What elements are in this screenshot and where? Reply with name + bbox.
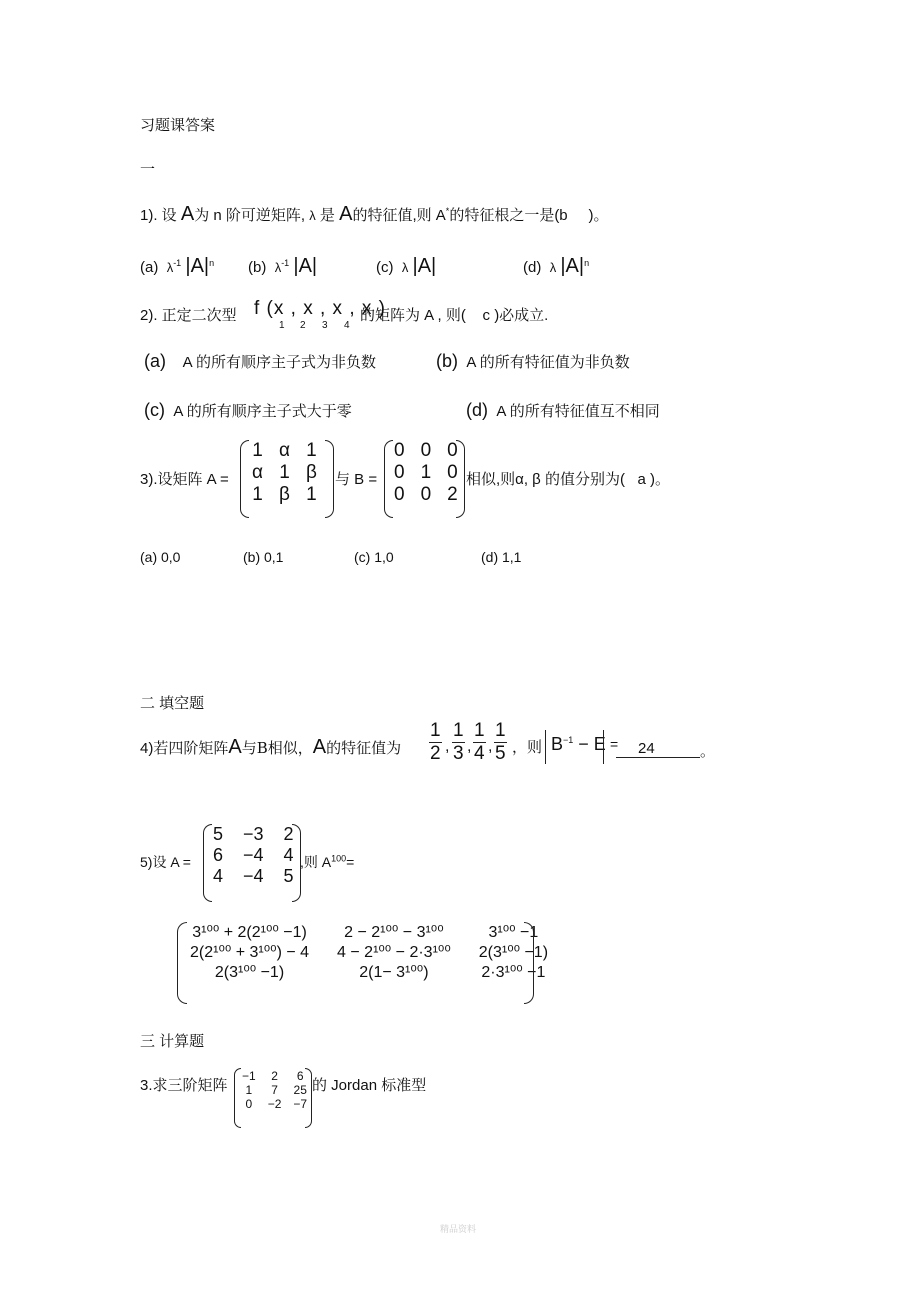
q4-post: ，则 bbox=[512, 739, 543, 756]
q3-pre: 3).设矩阵 A = bbox=[140, 471, 229, 488]
q2-answer: c bbox=[482, 307, 491, 324]
page-title: 习题课答案 bbox=[140, 117, 216, 134]
q6-pre: 3.求三阶矩阵 bbox=[140, 1077, 228, 1094]
q3-answer: a bbox=[637, 471, 646, 488]
q2-sub-2: 2 bbox=[300, 320, 306, 331]
q4-fraction-3: $\frac{1}{4}$ bbox=[474, 720, 485, 764]
q4-det-right-bar bbox=[603, 730, 604, 764]
q3-mid: 与 B = bbox=[335, 471, 378, 488]
q2-pre: 2). 正定二次型 bbox=[140, 307, 237, 324]
q1-option-b: (b) $\lambda^{-1}$ |A| bbox=[248, 255, 318, 277]
q4-expression: $B^{-1} - E$ bbox=[551, 734, 606, 754]
q2-sub-1: 1 bbox=[279, 320, 285, 331]
q3-option-c: (c) 1,0 bbox=[354, 549, 394, 565]
q2-sub-4: 4 bbox=[344, 320, 350, 331]
q5-pre: 5)设 A = bbox=[140, 854, 191, 870]
q4-fraction-1: $\frac{1}{2}$ bbox=[430, 720, 441, 764]
q3-matrix-B: 0 0 0 0 1 0 0 0 2 bbox=[394, 440, 458, 505]
q1-mid5: 的特征根之一是(b bbox=[449, 207, 568, 224]
q6-matrix-right-bracket bbox=[305, 1068, 312, 1128]
footer-watermark: 精品资料 bbox=[440, 1224, 477, 1234]
q5-answer-matrix: 3¹⁰⁰ + 2(2¹⁰⁰ −1) 2 − 2¹⁰⁰ − 3¹⁰⁰ 3¹⁰⁰ −1 2(2¹⁰⁰ + 3¹⁰⁰) − 4 4 − 2¹⁰⁰ − 2·3¹⁰⁰ 2(3¹⁰⁰ −1) 2(3¹⁰⁰ −1) 2(1− 3¹⁰⁰) 2·3¹⁰⁰ −1 bbox=[190, 924, 549, 981]
q4-fraction-2: $\frac{1}{3}$ bbox=[453, 720, 464, 764]
q2-post: 的矩阵为 A , 则( c )必成立. bbox=[360, 307, 549, 324]
section-3-label: 三 计算题 bbox=[140, 1033, 205, 1050]
q1-Astar: A bbox=[435, 207, 446, 224]
q6-matrix: −1 2 6 1 7 25 0 −2 −7 bbox=[242, 1069, 308, 1111]
q1-mid1: 为 bbox=[194, 207, 210, 224]
q2-option-a: (a) A 的所有顺序主子式为非负数 bbox=[144, 351, 377, 371]
q2-sub-3: 3 bbox=[322, 320, 328, 331]
q2-function: f (x , x , x , x ) bbox=[254, 298, 386, 319]
section-1-label: 一 bbox=[140, 161, 156, 178]
q4-end: 。 bbox=[700, 743, 716, 760]
q1-lambda: λ bbox=[309, 208, 316, 223]
q1-option-c: (c) λ |A| bbox=[376, 255, 437, 277]
q3-matrix-B-right-bracket bbox=[456, 440, 465, 518]
q4-answer-line bbox=[616, 757, 700, 758]
q3-matrix-A: 1 α 1 α 1 β 1 β 1 bbox=[252, 440, 317, 505]
q5-answer-right-bracket bbox=[524, 922, 534, 1004]
question-1 bbox=[140, 203, 609, 226]
q1-mid2: 阶可逆矩阵, bbox=[221, 207, 306, 224]
q2-option-b: (b) A 的所有特征值为非负数 bbox=[436, 351, 630, 371]
q3-matrix-A-right-bracket bbox=[325, 440, 334, 518]
q3-post: 相似,则α, β 的值分别为( a )。 bbox=[466, 471, 670, 488]
q4-det-left-bar bbox=[545, 730, 546, 764]
q1-n: n bbox=[213, 207, 222, 224]
q3-option-a: (a) 0,0 bbox=[140, 549, 181, 565]
q4-text: 4)若四阶矩阵A与B相似，A的特征值为 bbox=[140, 736, 402, 758]
q4-answer: 24 bbox=[638, 740, 655, 757]
q4-fraction-4: $\frac{1}{5}$ bbox=[495, 720, 506, 764]
q1-pre: 1). 设 bbox=[140, 207, 177, 224]
q1-end: )。 bbox=[588, 207, 609, 224]
q1-option-d: (d) λ $|A|^n$ bbox=[523, 255, 590, 277]
q3-option-b: (b) 0,1 bbox=[243, 549, 284, 565]
q3-option-d: (d) 1,1 bbox=[481, 549, 522, 565]
section-2-label: 二 填空题 bbox=[140, 695, 205, 712]
q5-post: ,则 $A^{100}=$ bbox=[300, 853, 355, 870]
q1-star: * bbox=[445, 206, 450, 216]
q4-equals: = bbox=[610, 736, 619, 752]
q6-post: 的 Jordan 标准型 bbox=[312, 1077, 427, 1094]
q5-matrix-A: 5 −3 2 6 −4 4 4 −4 5 bbox=[213, 824, 294, 886]
q2-option-d: (d) A 的所有特征值互不相同 bbox=[466, 400, 660, 420]
q1-mid4: 的特征值,则 bbox=[352, 207, 432, 224]
q2-option-c: (c) A 的所有顺序主子式大于零 bbox=[144, 400, 352, 420]
q1-A: A bbox=[180, 203, 195, 225]
q1-mid3: 是 bbox=[315, 207, 335, 224]
q1-A2: A bbox=[339, 203, 353, 225]
q1-option-a: (a) $\lambda^{-1}$ $|A|^n$ bbox=[140, 255, 215, 277]
